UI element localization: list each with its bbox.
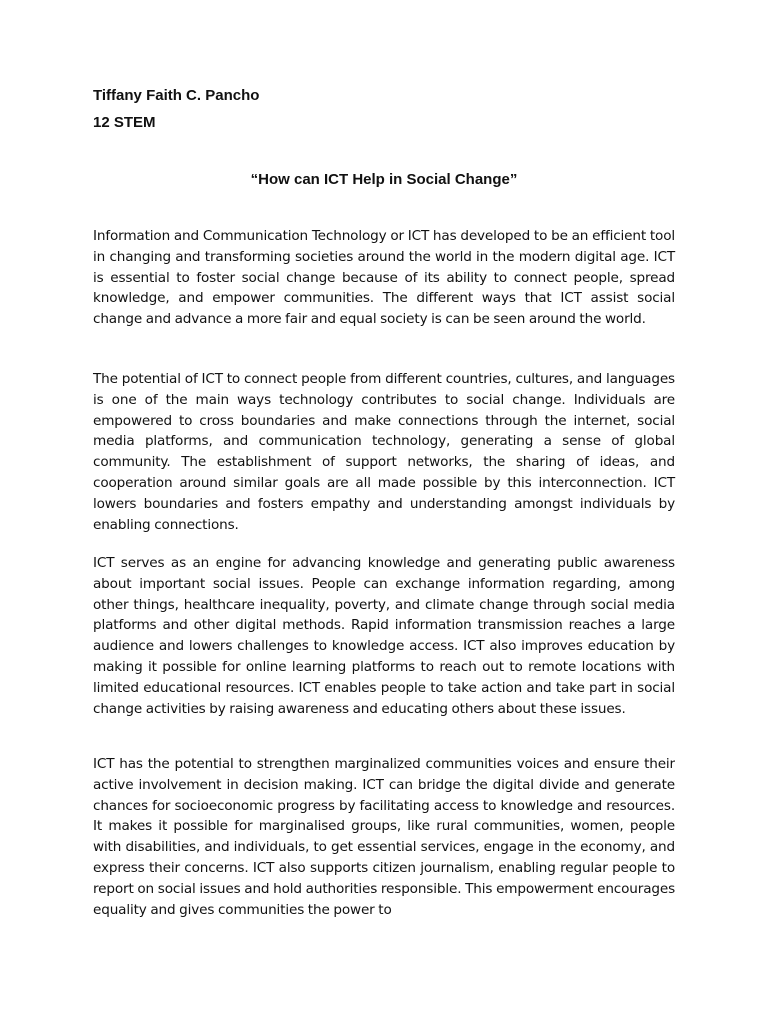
essay-title: “How can ICT Help in Social Change” — [250, 171, 518, 188]
grade-section: 12 STEM — [93, 114, 156, 131]
author-name: Tiffany Faith C. Pancho — [93, 87, 260, 104]
paragraph-1: Information and Communication Technology or ICT has developed to be an efficient tool in changing and transforming societies around the world in the modern digital age. ICT is essential to foster social change because of its ability to connect people, spread knowledge, and empower communities. The different ways that ICT assist social change and advance a more fair and equal society is can be seen around the world. — [93, 228, 675, 328]
paragraph-3: ICT serves as an engine for advancing knowledge and generating public awareness about important social issues. People can exchange information regarding, among other things, healthcare inequality, poverty, and climate change through social media platforms and other digital methods. Rapid information transmission reaches a large audience and lowers challenges to knowledge access. ICT also improves education by making it possible for online learning platforms to reach out to remote locations with limited educational resources. ICT enables people to take action and take part in social change activities by raising awareness and educating others about these issues. — [93, 555, 675, 717]
paragraph-4: ICT has the potential to strengthen marginalized communities voices and ensure their active involvement in decision making. ICT can bridge the digital divide and generate chances for socioeconomic progress by facilitating access to knowledge and resources. It makes it possible for marginalised groups, like rural communities, women, people with disabilities, and individuals, to get essential services, engage in the economy, and express their concerns. ICT also supports citizen journalism, enabling regular people to report on social issues and hold authorities responsible. This empowerment encourages equality and gives communities the power to — [93, 756, 675, 918]
paragraph-2: The potential of ICT to connect people from different countries, cultures, and languages is one of the main ways technology contributes to social change. Individuals are empowered to cross boundaries and make connections through the internet, social media platforms, and communication technology, generating a sense of global community. The establishment of support networks, the sharing of ideas, and cooperation around similar goals are all made possible by this interconnection. ICT lowers boundaries and fosters empathy and understanding amongst individuals by enabling connections. — [93, 371, 675, 533]
